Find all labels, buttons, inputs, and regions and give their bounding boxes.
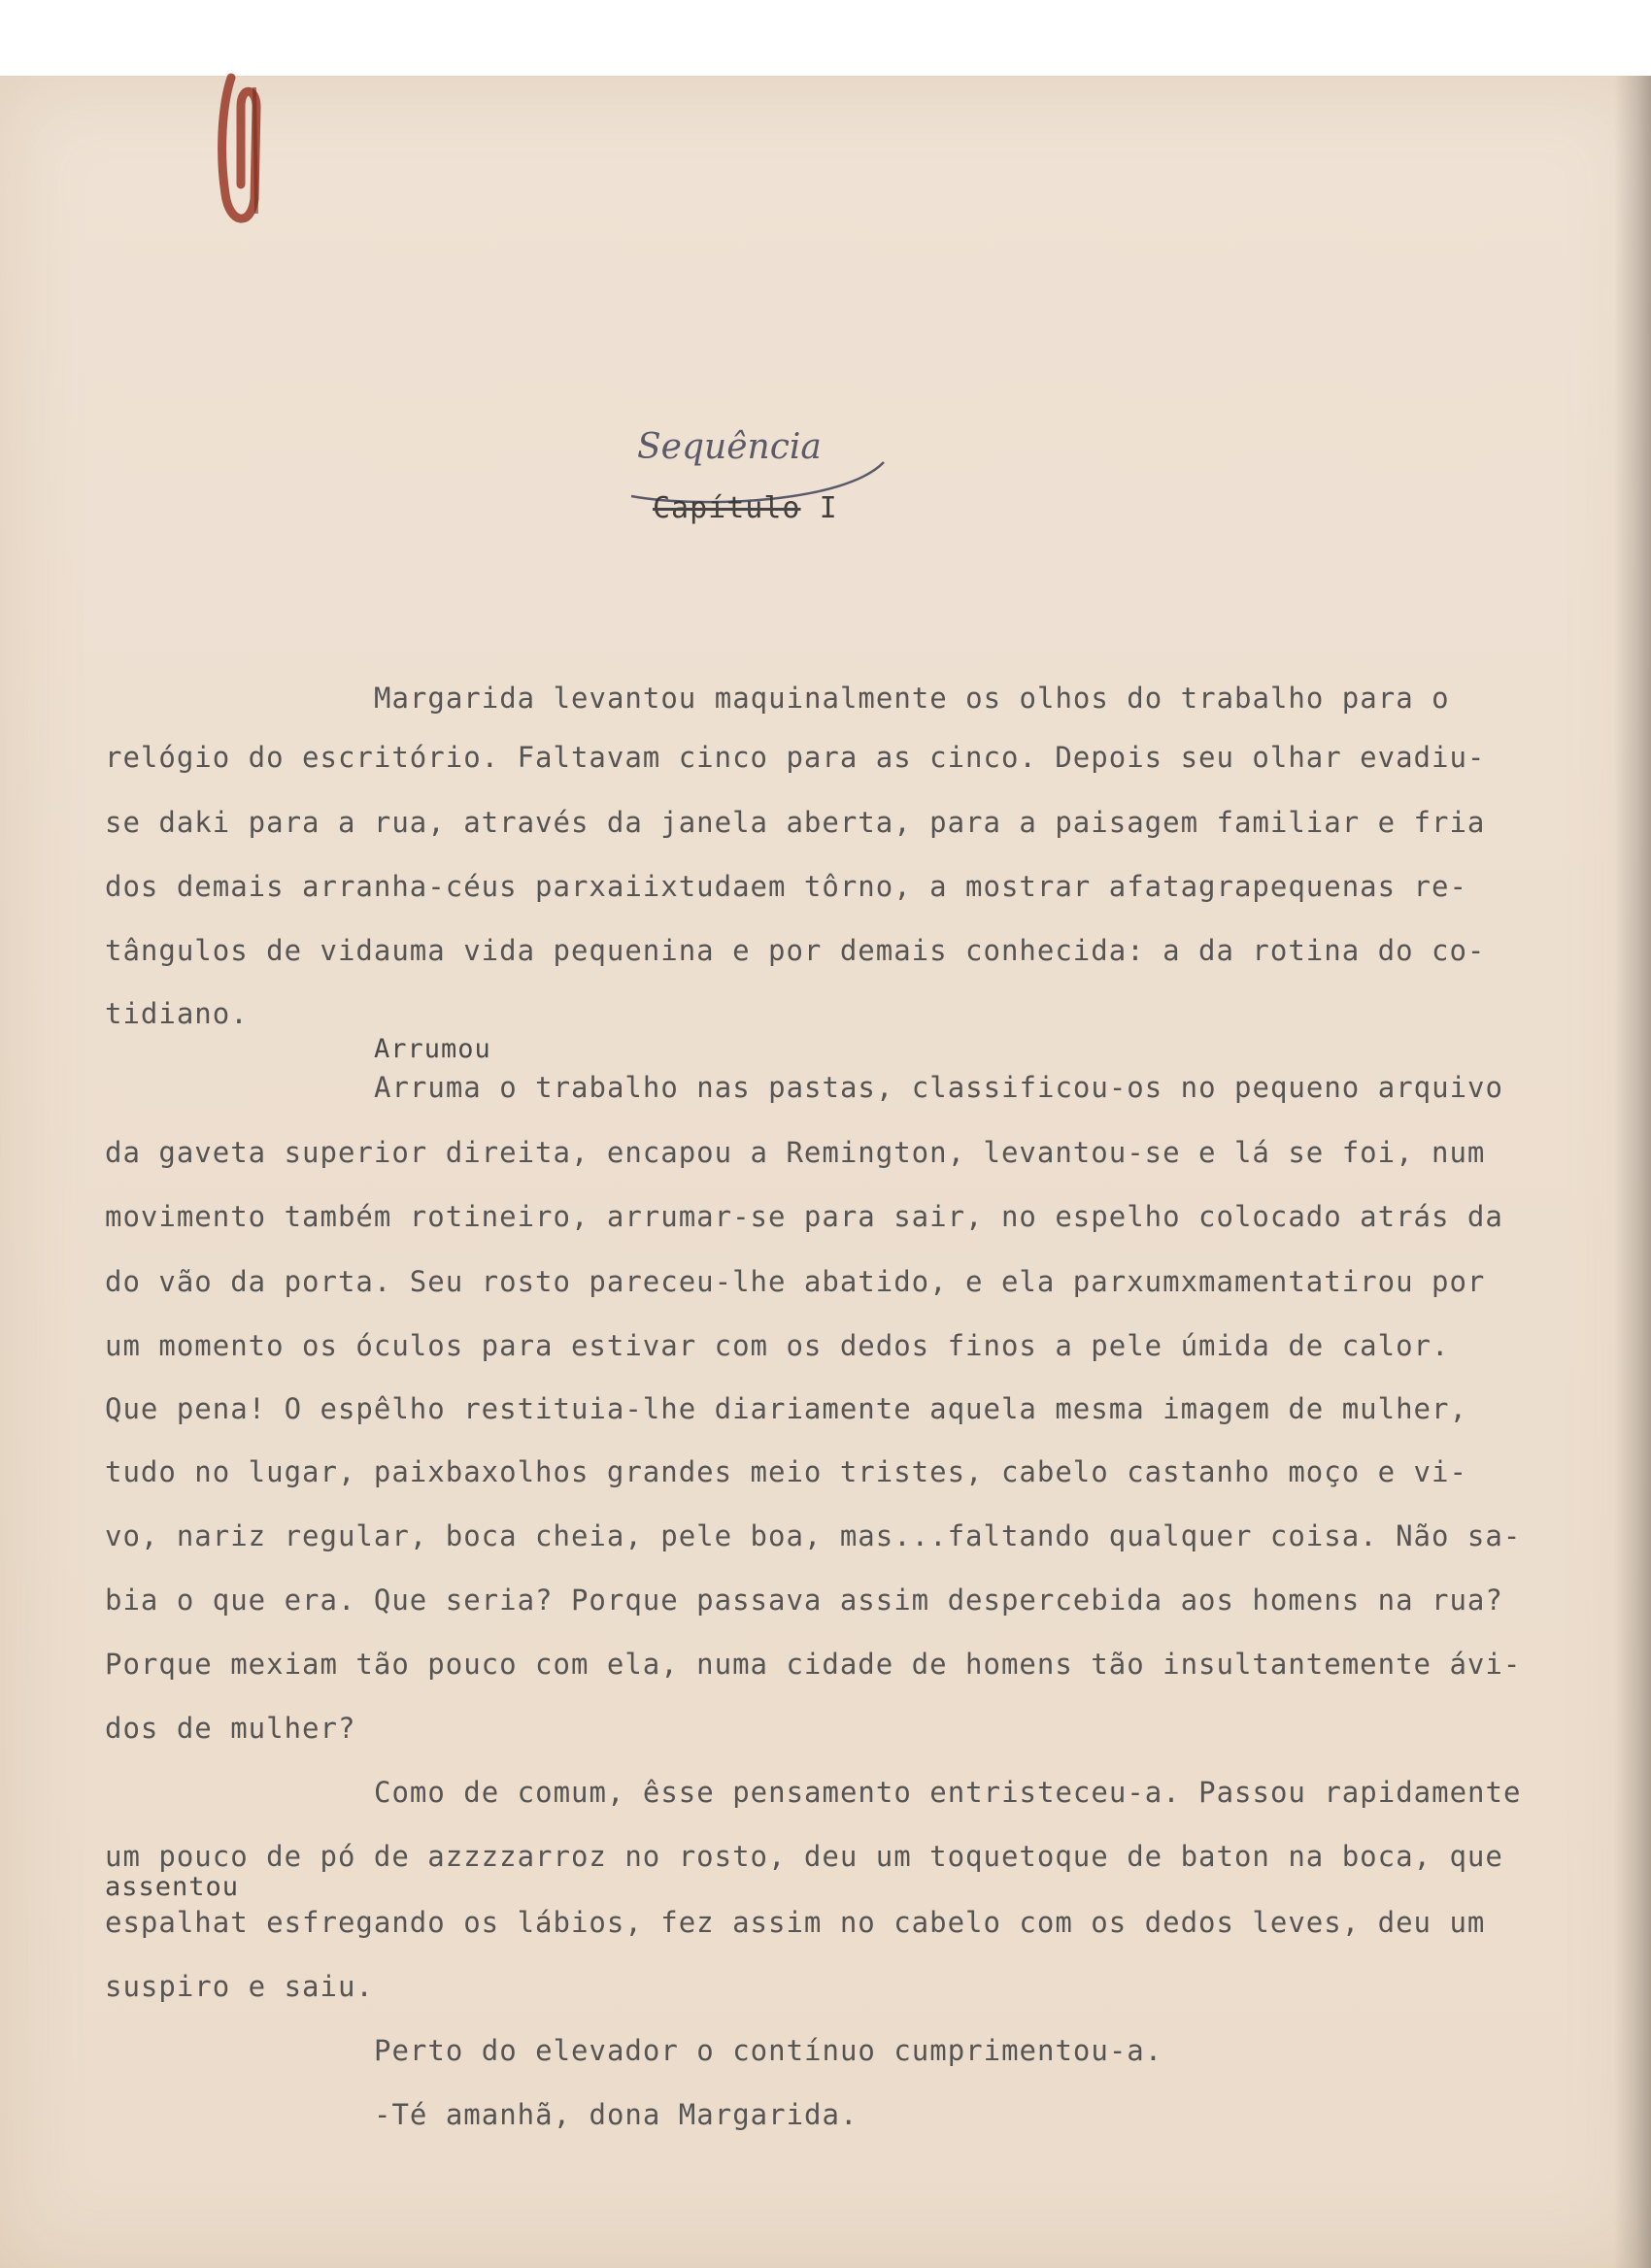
text-line-17: dos de mulher?: [105, 1712, 356, 1745]
text-line-20: espalhat esfregando os lábios, fez assim no cabelo com os dedos leves, deu um: [105, 1906, 1486, 1939]
text-line-4: dos demais arranha-céus parxaiixtudaem tôrno, a mostrar afatagrapequenas re-: [105, 870, 1467, 903]
struck-heading-word: Capítulo: [653, 491, 801, 525]
paper-sheet: [0, 76, 1651, 2268]
text-line-2: relógio do escritório. Faltavam cinco para as cinco. Depois seu olhar evadiu-: [105, 741, 1486, 774]
text-line-16: Porque mexiam tão pouco com ela, numa cidade de homens tão insultantemente ávi-: [105, 1648, 1522, 1681]
inserted-word-arrumou: Arrumou: [374, 1034, 491, 1064]
paper-edge-shadow: [1614, 76, 1651, 2268]
text-line-19: um pouco de pó de azzzzarroz no rosto, deu um toquetoque de baton na boca, que: [105, 1840, 1503, 1873]
text-line-7: Arruma o trabalho nas pastas, classificou-os no pequeno arquivo: [374, 1071, 1503, 1104]
text-line-18: Como de comum, êsse pensamento entristeceu-a. Passou rapidamente: [374, 1776, 1522, 1809]
text-line-13: tudo no lugar, paixbaxolhos grandes meio tristes, cabelo castanho moço e vi-: [105, 1455, 1467, 1488]
text-line-1: Margarida levantou maquinalmente os olhos do trabalho para o: [374, 682, 1450, 715]
text-line-12: Que pena! O espêlho restituia-lhe diariamente aquela mesma imagem de mulher,: [105, 1392, 1467, 1425]
text-line-22: Perto do elevador o contínuo cumprimentou-a.: [374, 2034, 1163, 2067]
inserted-word-assentou: assentou: [105, 1872, 240, 1902]
text-line-11: um momento os óculos para estivar com os dedos finos a pele úmida de calor.: [105, 1329, 1450, 1362]
text-line-14: vo, nariz regular, boca cheia, pele boa, mas...faltando qualquer coisa. Não sa-: [105, 1519, 1522, 1552]
text-line-10: do vão da porta. Seu rosto pareceu-lhe abatido, e ela parxumxmamentatirou por: [105, 1265, 1486, 1298]
text-line-9: movimento também rotineiro, arrumar-se para sair, no espelho colocado atrás da: [105, 1200, 1503, 1233]
text-line-21: suspiro e saiu.: [105, 1970, 374, 2003]
text-line-3: se daki para a rua, através da janela aberta, para a paisagem familiar e fria: [105, 806, 1486, 839]
text-line-23: -Té amanhã, dona Margarida.: [374, 2098, 859, 2131]
chapter-heading: [653, 491, 838, 525]
paper-clip-rust-mark: [212, 68, 270, 238]
text-line-15: bia o que era. Que seria? Porque passava assim despercebida aos homens na rua?: [105, 1584, 1503, 1617]
chapter-numeral: I: [819, 491, 838, 525]
text-line-5: tângulos de vidauma vida pequenina e por demais conhecida: a da rotina do co-: [105, 934, 1486, 967]
text-line-8: da gaveta superior direita, encapou a Remington, levantou-se e lá se foi, num: [105, 1136, 1486, 1169]
handwritten-heading: Sequência: [637, 427, 822, 467]
text-line-6: tidiano.: [105, 997, 249, 1030]
